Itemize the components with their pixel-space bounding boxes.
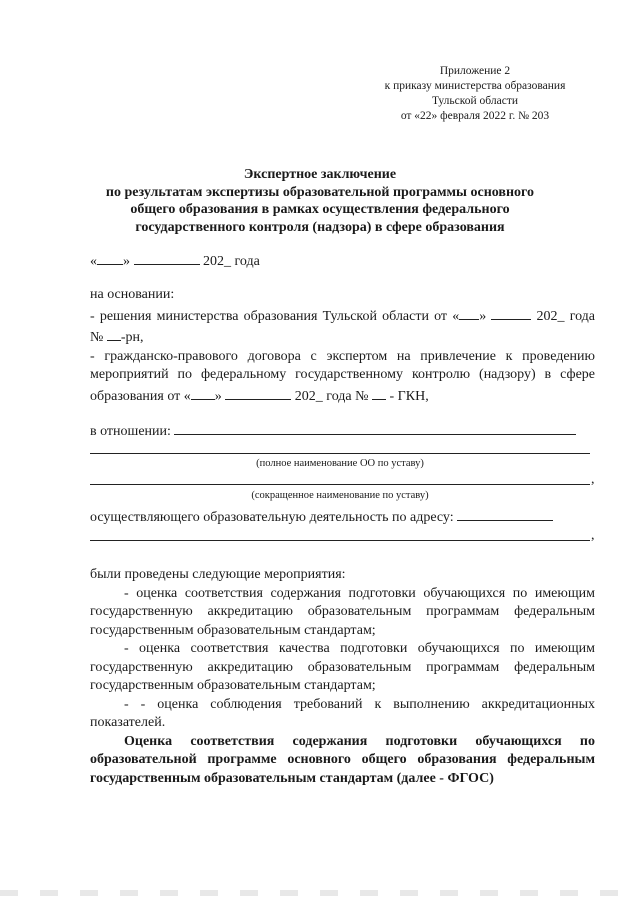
- appendix-block: [350, 64, 600, 124]
- title-line-1: Экспертное заключение: [243, 167, 397, 182]
- date-line: [90, 250, 595, 272]
- activities-block: [90, 566, 595, 788]
- basis-item-2-text-a: - гражданско-правового договора с экспертом на привлечение к проведению мероприятий по федеральному государственному контролю (надзору) в сфере образования от «: [90, 348, 595, 404]
- basis-item-1-text-c: 202_: [536, 308, 565, 324]
- basis-item-2-text-d: - ГКН,: [389, 388, 429, 404]
- basis-item-2-text-c: 202_ года №: [294, 388, 369, 404]
- basis-item-2-day-blank: [191, 385, 215, 400]
- scan-artifact: [0, 890, 640, 896]
- basis-heading: на основании:: [90, 287, 175, 302]
- appendix-line-4: от «22» февраля 2022 г. № 203: [400, 110, 550, 122]
- basis-item-2-number-blank: [372, 385, 386, 400]
- caption-full-name: (полное наименование ОО по уставу): [256, 458, 424, 469]
- appendix-line-1: Приложение 2: [439, 65, 511, 77]
- address-blank-1: [457, 506, 553, 521]
- basis-item-2: [90, 348, 595, 407]
- basis-item-1-text-a: - решения министерства образования Тульской области от «: [90, 308, 460, 324]
- relation-line: [90, 420, 595, 442]
- short-name-blank: [90, 484, 590, 485]
- basis-item-1-day-blank: [459, 305, 479, 320]
- title-line-2: по результатам экспертизы образовательной программы основного: [105, 184, 535, 200]
- title-line-3: общего образования в рамках осуществления федерального: [130, 202, 510, 217]
- basis-item-2-month-blank: [225, 385, 291, 400]
- document-title: [70, 166, 570, 236]
- date-close-quote: »: [123, 254, 130, 269]
- appendix-line-2: к приказу министерства образования: [384, 80, 566, 92]
- caption-short-name: (сокращенное наименование по уставу): [251, 490, 429, 501]
- address-comma: ,: [591, 528, 595, 543]
- basis-item-1-text-b: »: [479, 308, 487, 324]
- activity-item-2: - оценка соответствия качества подготовки обучающихся по имеющим государственную аккредитацию образовательным программам федеральным государственным образовательным стандартам;: [90, 641, 595, 693]
- address-blank-2: [90, 540, 590, 541]
- date-year: 202_ года: [203, 254, 260, 269]
- short-name-comma: ,: [591, 472, 595, 487]
- basis-item-1: [90, 305, 595, 348]
- relation-label: в отношении:: [90, 424, 171, 439]
- basis-item-1-number-blank: [107, 326, 121, 341]
- title-line-4: государственного контроля (надзора) в сфере образования: [135, 219, 505, 235]
- activities-heading: были проведены следующие мероприятия:: [90, 567, 346, 582]
- activity-item-1: - оценка соответствия содержания подготовки обучающихся по имеющим государственную аккредитацию образовательным программам федеральным государственным образовательным стандартам;: [90, 585, 595, 638]
- basis-item-1-text-e: -рн,: [120, 330, 144, 345]
- day-blank: [97, 250, 123, 265]
- basis-block: [90, 286, 595, 406]
- basis-item-1-month-blank: [491, 305, 531, 320]
- address-label: осуществляющего образовательную деятельность по адресу:: [90, 510, 454, 525]
- address-line: [90, 506, 595, 528]
- full-name-blank-1: [174, 420, 576, 435]
- basis-item-1-text-d: года №: [90, 308, 596, 345]
- month-blank: [134, 250, 200, 265]
- section-heading: Оценка соответствия содержания подготовки обучающихся по образовательной программе основного общего образования федеральным государственным образовательным стандартам (далее - ФГОС): [90, 733, 595, 786]
- basis-item-2-text-b: »: [214, 388, 222, 404]
- appendix-line-3: Тульской области: [431, 95, 518, 107]
- activity-item-3: - - оценка соблюдения требований к выполнению аккредитационных показателей.: [90, 696, 595, 730]
- date-open-quote: «: [90, 254, 97, 269]
- full-name-blank-2: [90, 453, 590, 454]
